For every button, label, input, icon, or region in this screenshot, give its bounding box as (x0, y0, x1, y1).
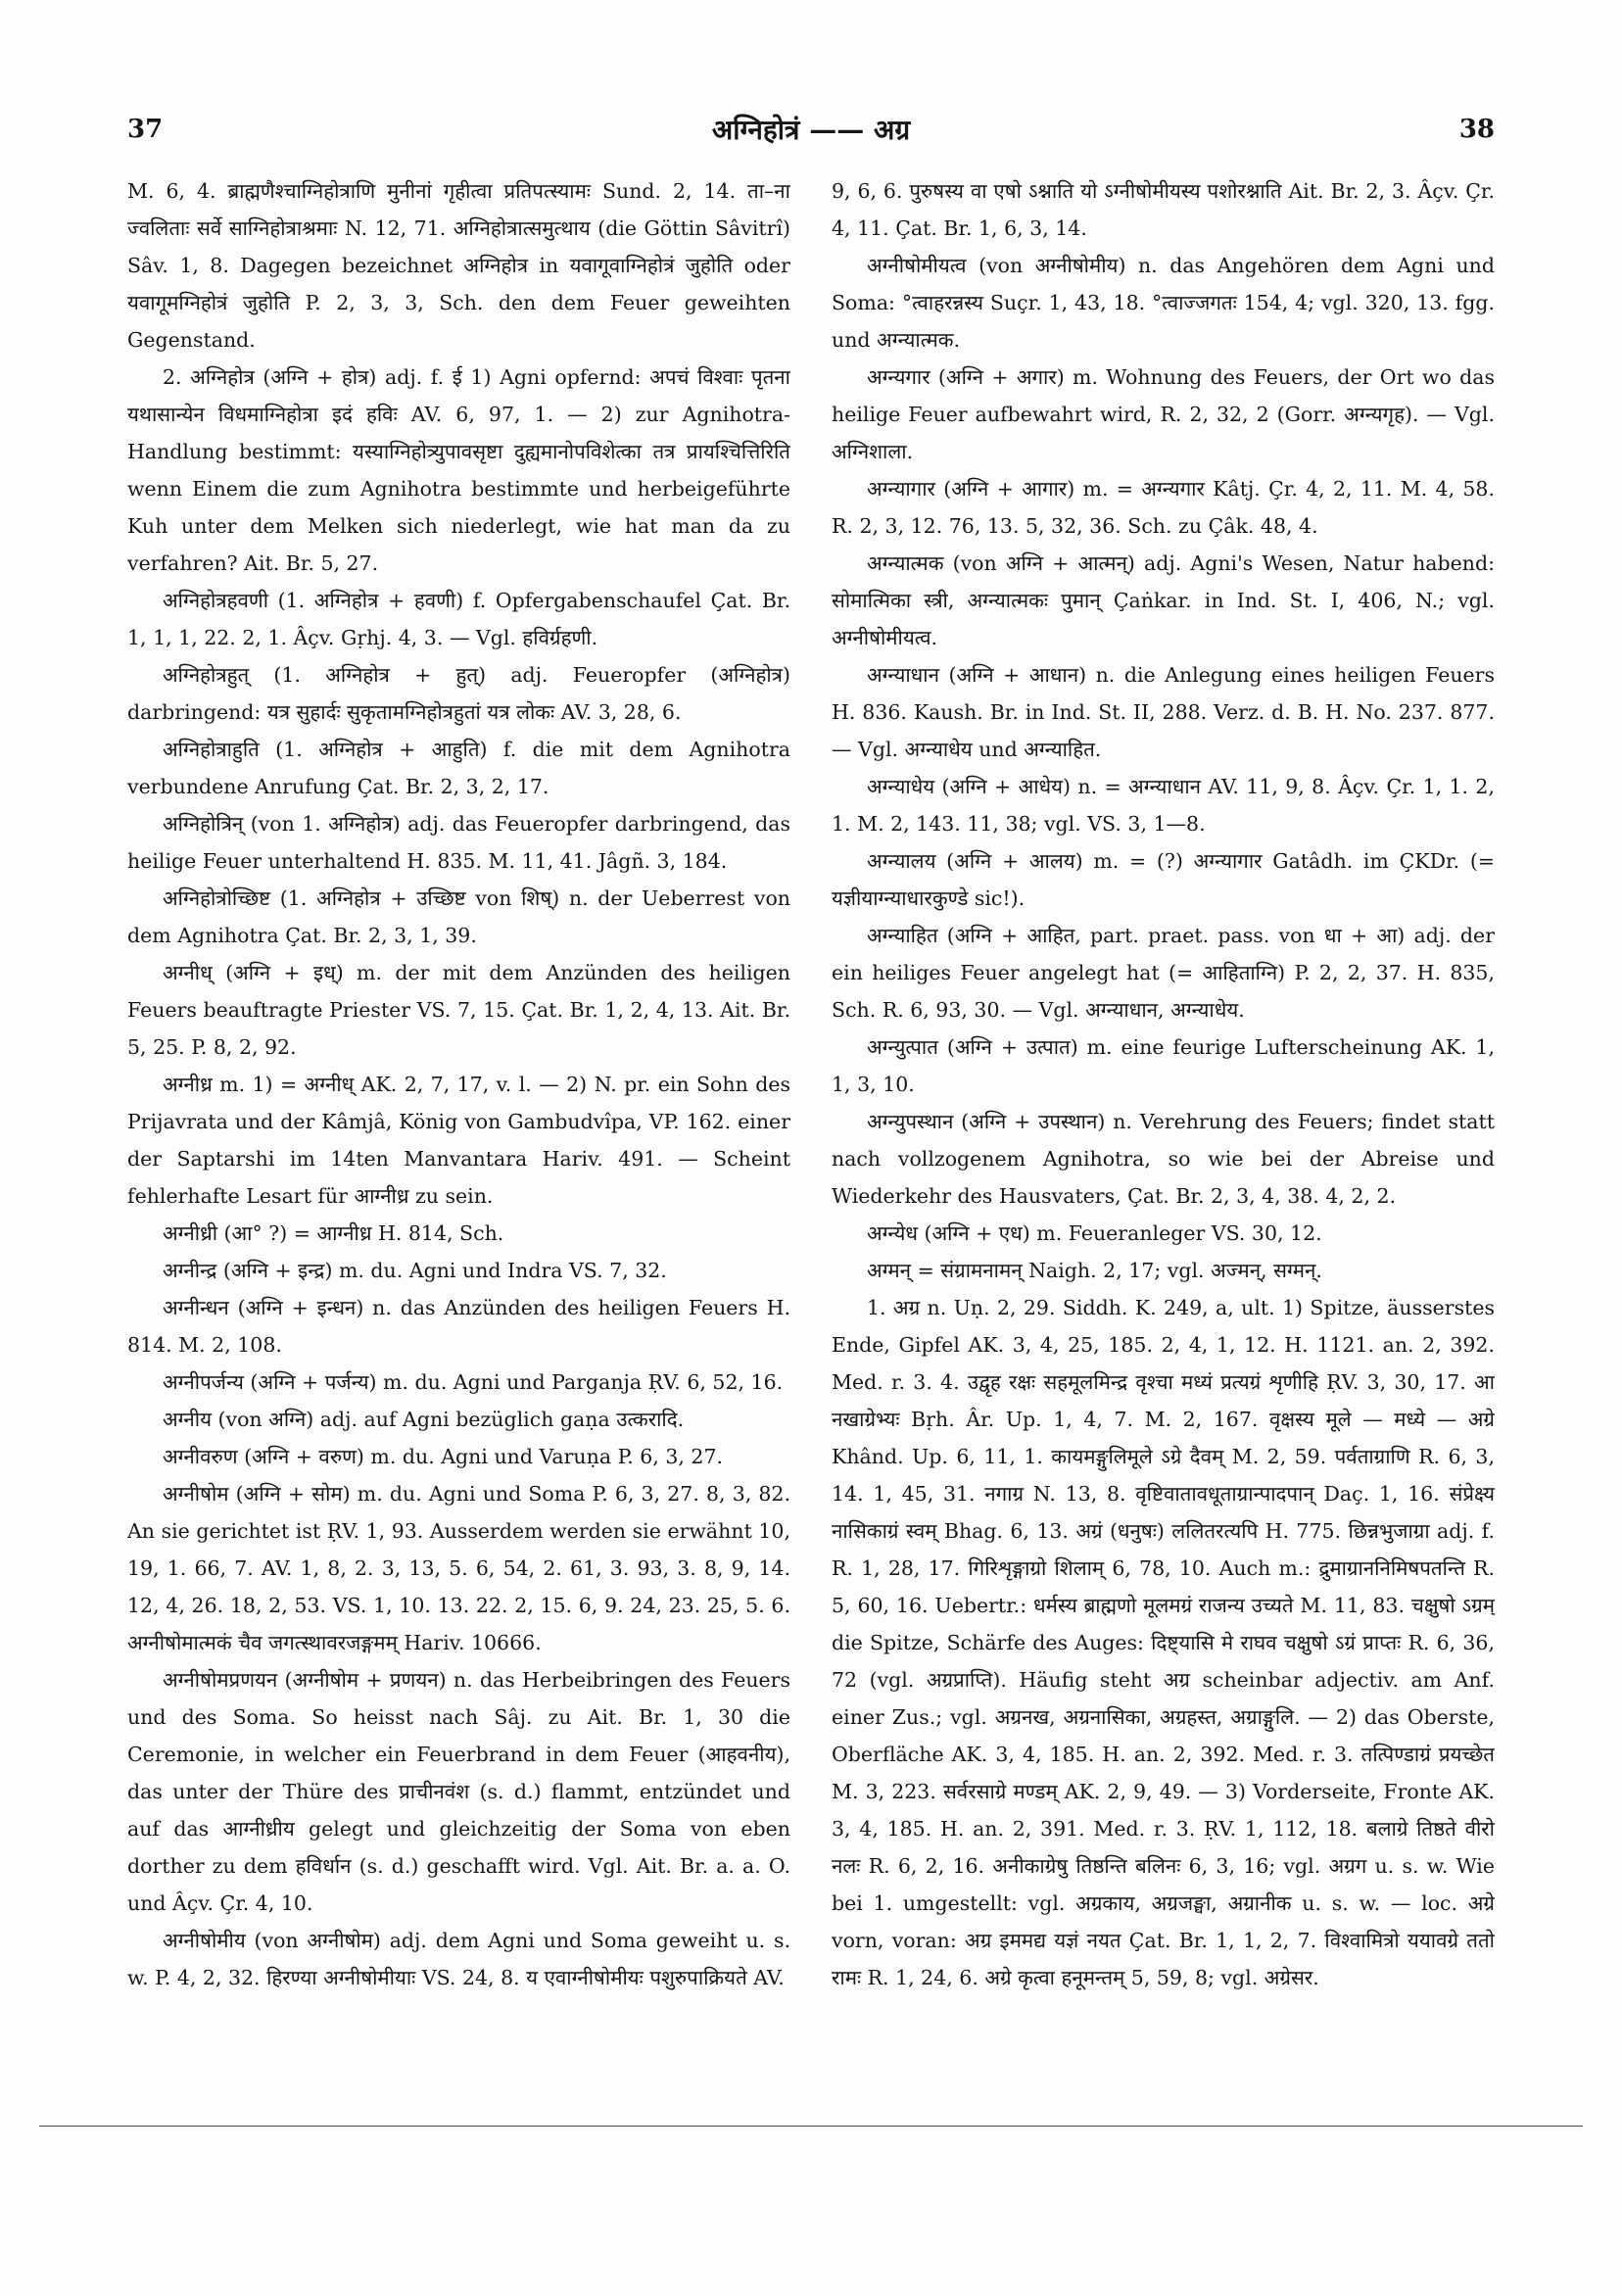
dictionary-entry: अग्निहोत्रहवणी (1. अग्निहोत्र + हवणी) f. Opfergabenschaufel Çat. Br. 1, 1, 1, 22. 2, 1. Âçv. Gṛhj. 4, 3. — Vgl. हविर्ग्रहणी. (127, 589, 790, 649)
dictionary-entry: अग्निहोत्राहुति (1. अग्निहोत्र + आहुति) f. die mit dem Agnihotra verbundene Anrufung Çat. Br. 2, 3, 2, 17. (127, 738, 790, 798)
dictionary-columns (127, 172, 1495, 2051)
dictionary-entry: M. 6, 4. ब्राह्मणैश्चाग्निहोत्राणि मुनीनां गृहीत्वा प्रतिपत्स्यामः Sund. 2, 14. ता–ना ज्वलिताः सर्वे साग्निहोत्राश्रमाः N. 12, 71. अग्निहोत्रात्समुत्थाय (die Göttin Sâvitrî) Sâv. 1, 8. Dagegen bezeichnet अग्निहोत्र in यवागूवाग्निहोत्रं जुहोति oder यवागूमग्निहोत्रं जुहोति P. 2, 3, 3, Sch. den dem Feuer geweihten Gegenstand. (127, 179, 790, 352)
dictionary-entry: अग्नीषोम (अग्नि + सोम) m. du. Agni und Soma P. 6, 3, 27. 8, 3, 82. An sie gerichtet ist ṚV. 1, 93. Ausserdem werden sie erwähnt 10, 19, 1. 66, 7. AV. 1, 8, 2. 3, 13, 5. 6, 54, 2. 61, 3. 93, 3. 8, 9, 14. 12, 4, 26. 18, 2, 53. VS. 1, 10. 13. 22. 2, 15. 6, 9. 24, 23. 25, 5. 6. अग्नीषोमात्मकं चैव जगत्स्थावरजङ्गमम् Hariv. 10666. (127, 1482, 790, 1654)
dictionary-entry: अग्न्यगार (अग्नि + अगार) m. Wohnung des Feuers, der Ort wo das heilige Feuer aufbewahrt wird, R. 2, 32, 2 (Gorr. अग्न्यगृह). — Vgl. अग्निशाला. (832, 365, 1495, 463)
dictionary-entry: अग्नीन्धन (अग्नि + इन्धन) n. das Anzünden des heiligen Feuers H. 814. M. 2, 108. (127, 1296, 790, 1357)
right-column (832, 172, 1495, 2051)
dictionary-entry: अग्न्युपस्थान (अग्नि + उपस्थान) n. Verehrung des Feuers; findet statt nach vollzogenem Agnihotra, so wie bei der Abreise und Wiederkehr des Hausvaters, Çat. Br. 2, 3, 4, 38. 4, 2, 2. (832, 1110, 1495, 1208)
dictionary-entry: अग्नीय (von अग्नि) adj. auf Agni bezüglich gaṇa उत्करादि. (163, 1408, 685, 1431)
dictionary-entry: 2. अग्निहोत्र (अग्नि + होत्र) adj. f. ई 1) Agni opfernd: अपचं विश्वाः पृतना यथासान्येन विधमाग्निहोत्रा इदं हविः AV. 6, 97, 1. — 2) zur Agnihotra-Handlung bestimmt: यस्याग्निहोत्र्युपावसृष्टा दुह्यमानोपविशेत्का तत्र प्रायश्चित्तिरिति wenn Einem die zum Agnihotra bestimmte und herbeigeführte Kuh unter dem Melken sich niederlegt, wie hat man da zu verfahren? Ait. Br. 5, 27. (127, 365, 790, 575)
dictionary-entry: अग्न्युत्पात (अग्नि + उत्पात) m. eine feurige Lufterscheinung AK. 1, 1, 3, 10. (832, 1035, 1495, 1096)
dictionary-entry: अग्न्येध (अग्नि + एध) m. Feueranleger VS. 30, 12. (867, 1221, 1322, 1245)
dictionary-entry: अग्नीषोमप्रणयन (अग्नीषोम + प्रणयन) n. das Herbeibringen des Feuers und des Soma. So heisst nach Sâj. zu Ait. Br. 1, 30 die Ceremonie, in welcher ein Feuerbrand in dem Feuer (आहवनीय), das unter der Thüre des प्राचीनवंश (s. d.) flammt, entzündet und auf das आग्नीध्रीय gelegt und gleichzeitig der Soma von eben dorther zu dem हविर्धान (s. d.) geschafft wird. Vgl. Ait. Br. a. a. O. und Âçv. Çr. 4, 10. (127, 1668, 790, 1915)
dictionary-entry: अग्नीवरुण (अग्नि + वरुण) m. du. Agni und Varuṇa P. 6, 3, 27. (163, 1445, 724, 1468)
dictionary-entry: अग्न्यागार (अग्नि + आगार) m. = अग्न्यगार Kâtj. Çr. 4, 2, 11. M. 4, 58. R. 2, 3, 12. 76, 13. 5, 32, 36. Sch. zu Çâk. 48, 4. (832, 477, 1495, 538)
left-column (127, 172, 790, 2051)
dictionary-entry: अग्निहोत्रोच्छिष्ट (1. अग्निहोत्र + उच्छिष्ट von शिष्) n. der Ueberrest von dem Agnihotra Çat. Br. 2, 3, 1, 39. (127, 886, 790, 947)
dictionary-entry: अग्मन् = संग्रामनामन् Naigh. 2, 17; vgl. अज्मन्, सग्मन्. (867, 1259, 1322, 1282)
dictionary-entry: अग्नीषोमीय (von अग्नीषोम) adj. dem Agni und Soma geweiht u. s. w. P. 4, 2, 32. हिरण्या अग्नीषोमीयाः VS. 24, 8. य एवाग्नीषोमीयः पशुरुपाक्रियते AV. (127, 1929, 790, 1989)
running-head: अग्निहोत्रं —— अग्र (711, 114, 911, 146)
dictionary-entry: अग्नीध्र m. 1) = अग्नीध् AK. 2, 7, 17, v. l. — 2) N. pr. ein Sohn des Prijavrata und der Kâmjâ, König von Gambudvîpa, VP. 162. einer der Saptarshi im 14ten Manvantara Hariv. 491. — Scheint fehlerhafte Lesart für आग्नीध्र zu sein. (127, 1073, 790, 1208)
left-page-number: 37 (127, 115, 164, 144)
footer-rule (39, 2126, 1583, 2127)
dictionary-entry: अग्न्यात्मक (von अग्नि + आत्मन्) adj. Agni's Wesen, Natur habend: सोमात्मिका स्त्री, अग्न्यात्मकः पुमान् Çaṅkar. in Ind. St. I, 406, N.; vgl. अग्नीषोमीयत्व. (832, 551, 1495, 649)
dictionary-entry: अग्नीध्री (आ° ?) = आग्नीध्र H. 814, Sch. (163, 1221, 504, 1245)
dictionary-entry: अग्निहोत्रहुत् (1. अग्निहोत्र + हुत्) adj. Feueropfer (अग्निहोत्र) darbringend: यत्र सुहार्दः सुकृतामग्निहोत्रहुतां यत्र लोकः AV. 3, 28, 6. (127, 663, 790, 724)
dictionary-entry: अग्न्यालय (अग्नि + आलय) m. = (?) अग्न्यागार Gatâdh. im ÇKDr. (= यज्ञीयाग्न्याधारकुण्डे sic!). (832, 849, 1495, 910)
dictionary-entry: अग्न्याधेय (अग्नि + आधेय) n. = अग्न्याधान AV. 11, 9, 8. Âçv. Çr. 1, 1. 2, 1. M. 2, 143. 11, 38; vgl. VS. 3, 1—8. (832, 775, 1495, 836)
dictionary-entry: अग्नीषोमीयत्व (von अग्नीषोमीय) n. das Angehören dem Agni und Soma: °त्वाहरन्नस्य Suçr. 1, 43, 18. °त्वाज्जगतः 154, 4; vgl. 320, 13. fgg. und अग्न्यात्मक. (832, 254, 1495, 352)
page-header (127, 110, 1495, 149)
dictionary-entry: 9, 6, 6. पुरुषस्य वा एषो ऽश्नाति यो ऽग्नीषोमीयस्य पशोरश्नाति Ait. Br. 2, 3. Âçv. Çr. 4, 11. Çat. Br. 1, 6, 3, 14. (832, 179, 1495, 240)
dictionary-entry: 1. अग्र n. Uṇ. 2, 29. Siddh. K. 249, a, ult. 1) Spitze, äusserstes Ende, Gipfel AK. 3, 4, 25, 185. 2, 4, 1, 12. H. 1121. an. 2, 392. Med. r. 3. 4. उद्वृह रक्षः सहमूलमिन्द्र वृश्चा मध्यं प्रत्यग्रं शृणीहि ṚV. 3, 30, 17. आ नखाग्रेभ्यः Bṛh. Âr. Up. 1, 4, 7. M. 2, 167. वृक्षस्य मूले — मध्ये — अग्रे Khând. Up. 6, 11, 1. कायमङ्गुलिमूले ऽग्रे दैवम् M. 2, 59. पर्वताग्राणि R. 6, 3, 14. 1, 45, 31. नगाग्र N. 13, 8. वृष्टिवातावधूताग्रान्पादपान् Daç. 1, 16. संप्रेक्ष्य नासिकाग्रं स्वम् Bhag. 6, 13. अग्रं (धनुषः) ललितरत्यपि H. 775. छिन्नभुजाग्रा adj. f. R. 1, 28, 17. गिरिशृङ्गाग्रो शिलाम् 6, 78, 10. Auch m.: द्रुमाग्राननिमिषपतन्ति R. 5, 60, 16. Uebertr.: धर्मस्य ब्राह्मणो मूलमग्रं राजन्य उच्यते M. 11, 83. चक्षुषो ऽग्रम् die Spitze, Schärfe des Auges: दिष्ट्यासि मे राघव चक्षुषो ऽग्रं प्राप्तः R. 6, 36, 72 (vgl. अग्रप्राप्ति). Häufig steht अग्र scheinbar adjectiv. am Anf. einer Zus.; vgl. अग्रनख, अग्रनासिका, अग्रहस्त, अग्राङ्गुलि. — 2) das Oberste, Oberfläche AK. 3, 4, 185. H. an. 2, 392. Med. r. 3. तत्पिण्डाग्रं प्रयच्छेत M. 3, 223. सर्वरसाग्रे मण्डम् AK. 2, 9, 49. — 3) Vorderseite, Fronte AK. 3, 4, 185. H. an. 2, 391. Med. r. 3. ṚV. 1, 112, 18. बलाग्रे तिष्ठते वीरो नलः R. 6, 2, 16. अनीकाग्रेषु तिष्ठन्ति बलिनः 6, 3, 16; vgl. अग्रग u. s. w. Wie bei 1. umgestellt: vgl. अग्रकाय, अग्रजङ्घा, अग्रानीक u. s. w. — loc. अग्रे vorn, voran: अग्र इममद्य यज्ञं नयत Çat. Br. 1, 1, 2, 7. विश्वामित्रो ययावग्रे ततो रामः R. 1, 24, 6. अग्रे कृत्वा हनूमन्तम् 5, 59, 8; vgl. अग्रेसर. (832, 1296, 1495, 1989)
dictionary-entry: अग्न्याधान (अग्नि + आधान) n. die Anlegung eines heiligen Feuers H. 836. Kaush. Br. in Ind. St. II, 288. Verz. d. B. H. No. 237. 877. — Vgl. अग्न्याधेय und अग्न्याहित. (832, 663, 1495, 761)
dictionary-entry: अग्नीध् (अग्नि + इध्) m. der mit dem Anzünden des heiligen Feuers beauftragte Priester VS. 7, 15. Çat. Br. 1, 2, 4, 13. Ait. Br. 5, 25. P. 8, 2, 92. (127, 961, 790, 1059)
dictionary-entry: अग्नीपर्जन्य (अग्नि + पर्जन्य) m. du. Agni und Parganja ṚV. 6, 52, 16. (163, 1370, 784, 1394)
dictionary-entry: अग्निहोत्रिन् (von 1. अग्निहोत्र) adj. das Feueropfer darbringend, das heilige Feuer unterhaltend H. 835. M. 11, 41. Jâgñ. 3, 184. (127, 812, 790, 873)
dictionary-entry: अग्न्याहित (अग्नि + आहित, part. praet. pass. von धा + आ) adj. der ein heiliges Feuer angelegt hat (= आहिताग्नि) P. 2, 2, 37. H. 835, Sch. R. 6, 93, 30. — Vgl. अग्न्याधान, अग्न्याधेय. (832, 924, 1495, 1022)
dictionary-entry: अग्नीन्द्र (अग्नि + इन्द्र) m. du. Agni und Indra VS. 7, 32. (163, 1259, 667, 1282)
right-page-number: 38 (1458, 115, 1495, 144)
